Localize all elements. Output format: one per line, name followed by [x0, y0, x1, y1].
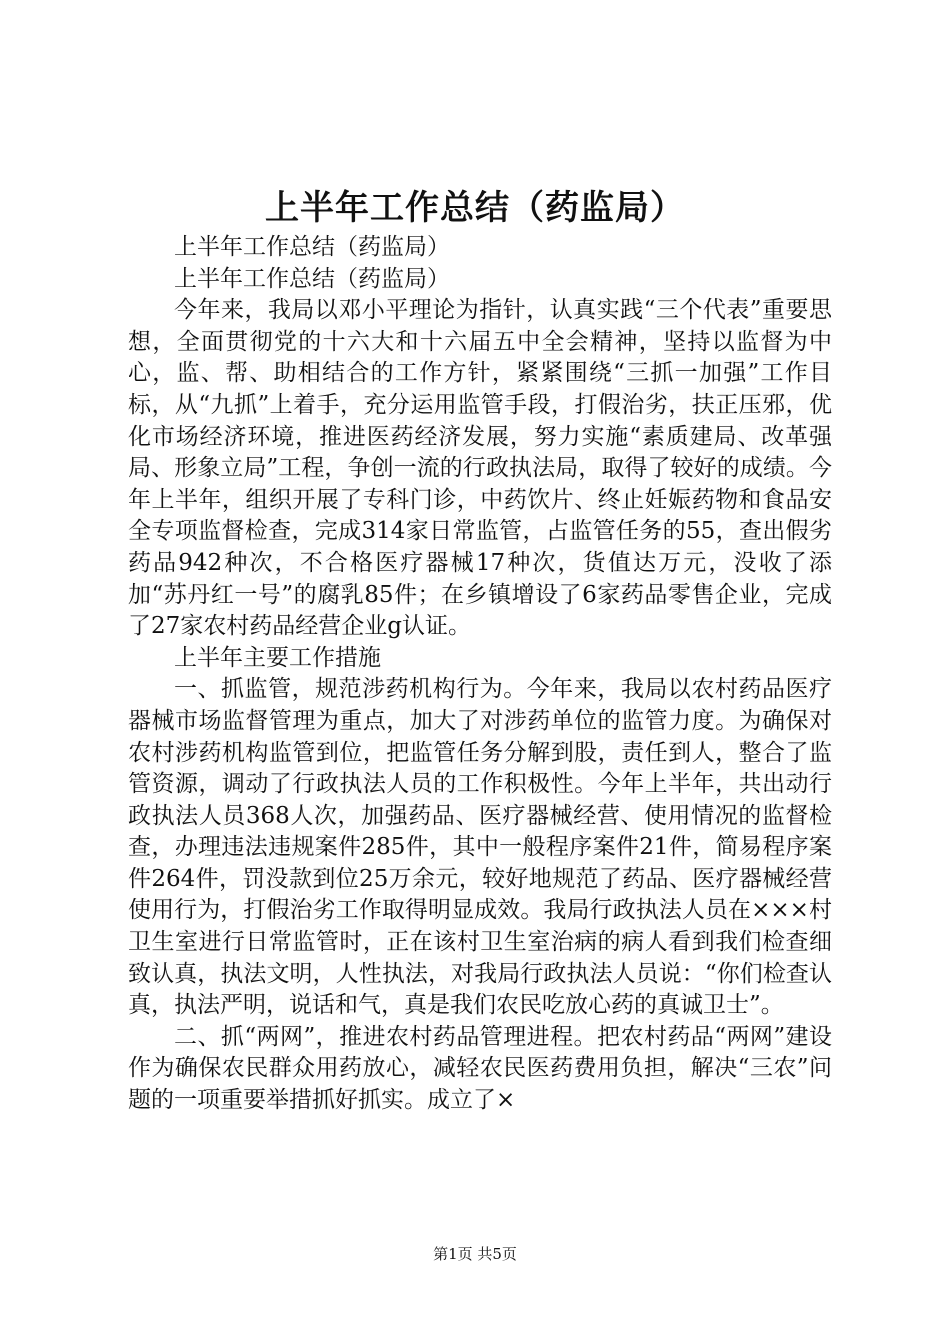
page-footer: 第1页 共5页	[433, 1245, 517, 1263]
paragraph-section-heading: 上半年主要工作措施	[174, 644, 381, 671]
paragraph-intro: 今年来，我局以邓小平理论为指针，认真实践“三个代表”重要思想，全面贯彻党的十六大和十六届五中全会精神，坚持以监督为中心，监、帮、助相结合的工作方针，紧紧围绕“三抓一加强”工作目标，从“九抓”上着手，充分运用监管手段，打假治劣，扶正压邪，优化市场经济环境，推进医药经济发展，努力实施“素质建局、改革强局、形象立局”工程，争创一流的行政执法局，取得了较好的成绩。今年上半年，组织开展了专科门诊，中药饮片、终止妊娠药物和食品安全专项监督检查，完成314家日常监管，占监管任务的55，查出假劣药品942种次，不合格医疗器械17种次，货值达万元，没收了添加“苏丹红一号”的腐乳85件；在乡镇增设了6家药品零售企业，完成了27家农村药品经营企业g认证。	[128, 297, 832, 640]
paragraph-subtitle-2: 上半年工作总结（药监局）	[174, 265, 450, 292]
paragraph-subtitle-1: 上半年工作总结（药监局）	[174, 234, 450, 260]
document-body	[128, 232, 832, 1117]
document-title: 上半年工作总结（药监局）	[265, 188, 685, 228]
paragraph-measure-1: 一、抓监管，规范涉药机构行为。今年来，我局以农村药品医疗器械市场监督管理为重点，加大了对涉药单位的监管力度。为确保对农村涉药机构监管到位，把监管任务分解到股，责任到人，整合了监管资源，调动了行政执法人员的工作积极性。今年上半年，共出动行政执法人员368人次，加强药品、医疗器械经营、使用情况的监督检查，办理违法违规案件285件，其中一般程序案件21件，简易程序案件264件，罚没款到位25万余元，较好地规范了药品、医疗器械经营使用行为，打假治劣工作取得明显成效。我局行政执法人员在×××村卫生室进行日常监管时，正在该村卫生室治病的病人看到我们检查细致认真，执法文明，人性执法，对我局行政执法人员说：“你们检查认真，执法严明，说话和气，真是我们农民吃放心药的真诚卫士”。	[128, 676, 832, 1019]
paragraph-measure-2: 二、抓“两网”，推进农村药品管理进程。把农村药品“两网”建设作为确保农民群众用药放心，减轻农民医药费用负担，解决“三农”问题的一项重要举措抓好抓实。成立了×	[128, 1023, 832, 1114]
